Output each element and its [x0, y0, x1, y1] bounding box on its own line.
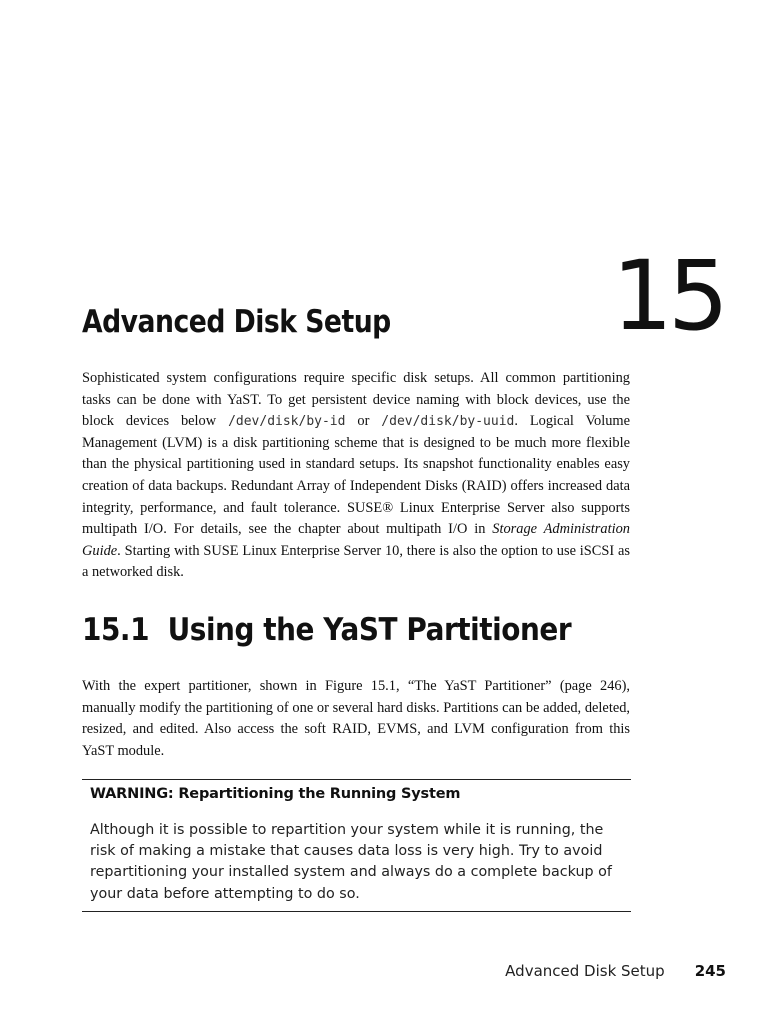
page-number: 245 — [694, 962, 726, 980]
section-number: 15.1 — [82, 612, 150, 648]
chapter-number: 15 — [611, 240, 724, 352]
intro-text: . Logical Volume Management (LVM) is a disk partitioning scheme that is designed to be much more flexible than the physical partitioning used in standard setups. Its snapshot functionality enables easy creation of data backups. Redundant Array of Independent Disks (RAID) offers increased data integrity, performance, and fault tolerance. SUSE® Linux Enterprise Server also supports multipath I/O. For details, see the chapter about multipath I/O in — [82, 413, 630, 538]
chapter-title: Advanced Disk Setup — [82, 304, 391, 340]
warning-box — [82, 779, 631, 912]
device-path-by-id: /dev/disk/by-id — [228, 414, 346, 430]
intro-paragraph — [82, 368, 630, 584]
section-heading — [82, 612, 571, 649]
warning-title: WARNING: Repartitioning the Running System — [90, 786, 461, 802]
guide-title: Storage Administration Guide — [82, 521, 630, 559]
intro-text: . Starting with SUSE Linux Enterprise Server 10, there is also the option to use iSCSI as a networked disk. — [82, 542, 630, 581]
footer-title: Advanced Disk Setup — [505, 962, 665, 980]
device-path-by-uuid: /dev/disk/by-uuid — [381, 414, 515, 430]
page-footer — [505, 962, 726, 980]
warning-text: Although it is possible to repartition your system while it is running, the risk of making a mistake that causes data loss is very high. Try to avoid repartitioning your installed system and always do a complete backup of your data before attempting to do so. — [90, 822, 612, 902]
intro-text: Sophisticated system configurations require specific disk setups. All common partitioning tasks can be done with YaST. To get persistent device naming with block devices, use the block devices below — [82, 370, 630, 430]
section-paragraph: With the expert partitioner, shown in Figure 15.1, “The YaST Partitioner” (page 246), manually modify the partitioning of one or several hard disks. Partitions can be added, deleted, resized, and edited. Also access the soft RAID, EVMS, and LVM configuration from this YaST module. — [82, 678, 630, 759]
intro-text: or — [345, 413, 382, 430]
section-title: Using the YaST Partitioner — [167, 612, 572, 648]
